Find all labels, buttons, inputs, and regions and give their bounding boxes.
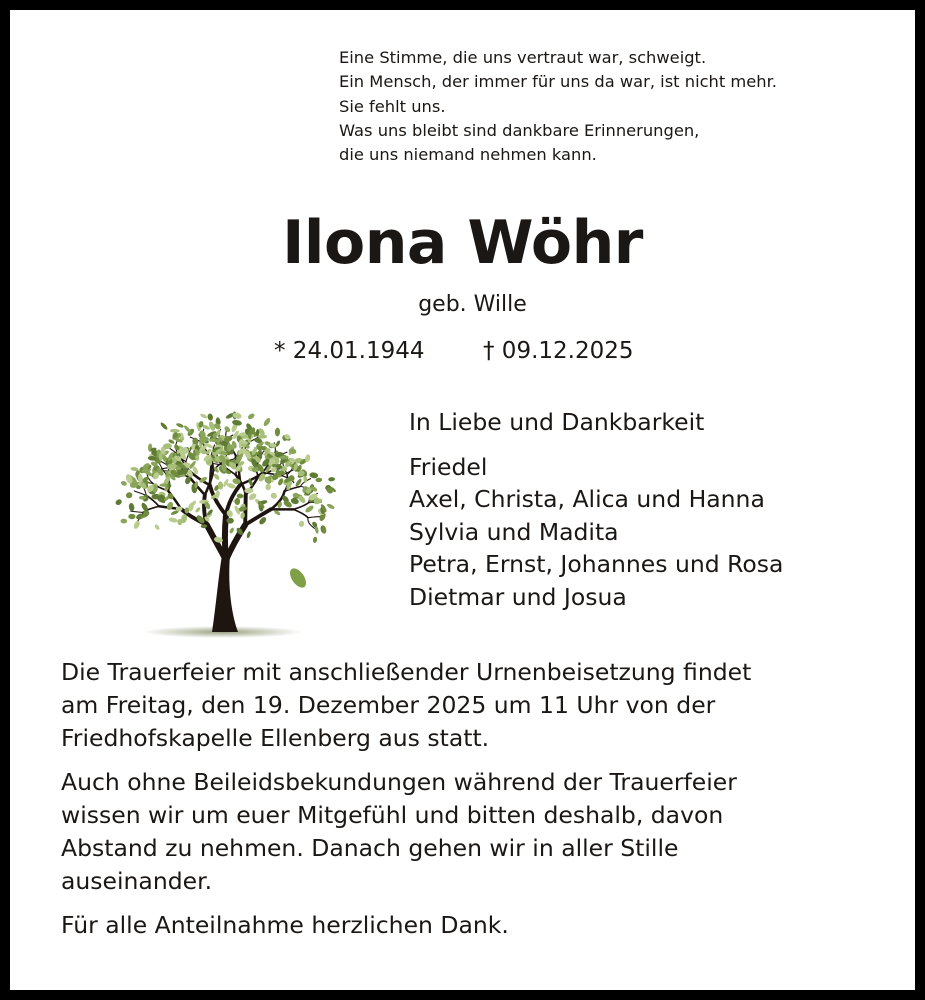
death-date: † 09.12.2025 [483, 338, 634, 364]
poem-line: Eine Stimme, die uns vertraut war, schweigt. [339, 48, 707, 67]
poem-line: die uns niemand nehmen kann. [339, 145, 597, 165]
paragraph-ceremony [61, 656, 901, 755]
poem-line: Ein Mensch, der immer für uns da war, ist nicht mehr. [339, 72, 777, 92]
poem [339, 46, 777, 167]
family-member: Axel, Christa, Alica und Hanna [409, 485, 765, 513]
text-line: Abstand zu nehmen. Danach gehen wir in aller Stille [61, 834, 679, 862]
text-line: Für alle Anteilnahme herzlichen Dank. [61, 911, 509, 939]
deceased-name: Ilona Wöhr [282, 208, 643, 278]
poem-line: Was uns bleibt sind dankbare Erinnerungen, [339, 120, 700, 140]
text-line: Auch ohne Beileidsbekundungen während der Trauerfeier [61, 768, 737, 796]
family-member: Petra, Ernst, Johannes und Rosa [409, 550, 784, 578]
family-signature [409, 406, 783, 613]
text-line: Friedhofskapelle Ellenberg aus statt. [61, 724, 490, 752]
text-line: am Freitag, den 19. Dezember 2025 um 11 Uhr von der [61, 691, 716, 719]
tree-illustration [88, 370, 348, 640]
text-line: Die Trauerfeier mit anschließender Urnenbeisetzung findet [61, 658, 752, 686]
paragraph-thanks [61, 909, 901, 942]
maiden-name: geb. Wille [418, 292, 527, 317]
family-intro: In Liebe und Dankbarkeit [409, 408, 705, 436]
family-member: Dietmar und Josua [409, 582, 627, 611]
family-member: Friedel [409, 452, 488, 481]
text-line: wissen wir um euer Mitgefühl und bitten deshalb, davon [61, 801, 724, 829]
text-line: auseinander. [61, 867, 213, 895]
family-member: Sylvia und Madita [409, 517, 619, 546]
poem-line: Sie fehlt uns. [339, 96, 446, 116]
funeral-details [61, 656, 901, 953]
paragraph-condolences [61, 766, 901, 898]
obituary-notice [10, 10, 915, 990]
birth-date: * 24.01.1944 [274, 338, 425, 364]
